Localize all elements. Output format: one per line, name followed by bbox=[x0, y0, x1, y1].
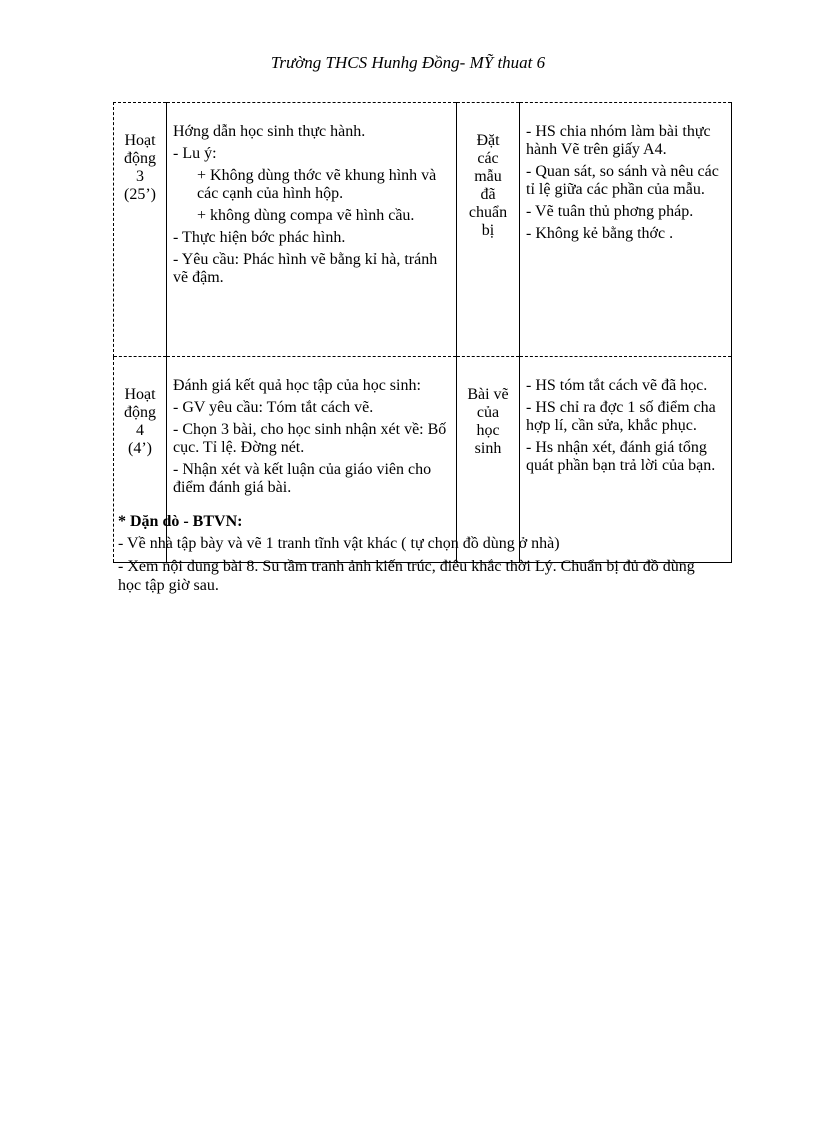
tools-label: sinh bbox=[474, 440, 502, 457]
content-line: + Không dùng thớc vẽ khung hình và các cạnh của hình hộp. bbox=[197, 167, 437, 202]
activity-label: 4 bbox=[136, 422, 144, 439]
tools-label: đã bbox=[480, 186, 496, 203]
content-line: - Yêu cầu: Phác hình vẽ bằng kỉ hà, tránh vẽ đậm. bbox=[173, 251, 438, 286]
tools-label: của bbox=[476, 404, 500, 421]
tools-label: bị bbox=[481, 222, 495, 239]
activity-label: động bbox=[124, 150, 156, 167]
activity-label: Hoạt bbox=[124, 386, 156, 403]
lesson-plan-table bbox=[113, 102, 732, 563]
student-line: - Quan sát, so sánh và nêu các tỉ lệ giữa các phần của mẫu. bbox=[526, 163, 719, 198]
activity-label: Hoạt bbox=[124, 132, 156, 149]
content-line: + không dùng compa vẽ hình cầu. bbox=[197, 207, 415, 224]
tools-label: chuẩn bbox=[468, 204, 508, 221]
activity-label: động bbox=[124, 404, 156, 421]
homework-item: - Về nhà tập bày và vẽ 1 tranh tĩnh vật khác ( tự chọn đồ dùng ở nhà) bbox=[118, 535, 560, 552]
content-line: - Thực hiện bớc phác hình. bbox=[173, 229, 346, 246]
content-line: Đánh giá kết quả học tập của học sinh: bbox=[173, 377, 421, 394]
tools-label: Đặt bbox=[476, 132, 500, 149]
page-header: Trường THCS Hunhg Đồng- MỸ thuat 6 bbox=[270, 53, 546, 72]
tools-label: mẫu bbox=[474, 168, 502, 185]
student-line: - HS tóm tắt cách vẽ đã học. bbox=[526, 377, 708, 394]
table-row bbox=[114, 103, 732, 357]
homework-section bbox=[118, 512, 718, 599]
tools-label: Bài vẽ bbox=[467, 386, 509, 403]
teacher-content-cell bbox=[167, 103, 457, 357]
homework-title: * Dặn dò - BTVN: bbox=[118, 513, 243, 530]
activity-label: 3 bbox=[136, 168, 144, 185]
homework-item: - Xem nội dung bài 8. Su tầm tranh ảnh kiến trúc, điêu khắc thời Lý. Chuẩn bị đủ đồ dùng học tập giờ sau. bbox=[118, 558, 695, 594]
student-line: - HS chỉ ra đợc 1 số điểm cha hợp lí, cần sửa, khắc phục. bbox=[526, 399, 716, 434]
content-line: Hớng dẫn học sinh thực hành. bbox=[173, 123, 366, 140]
content-line: - Lu ý: bbox=[173, 145, 217, 162]
student-line: - Vẽ tuân thủ phơng pháp. bbox=[526, 203, 694, 220]
tools-label: học bbox=[476, 422, 500, 439]
activity-label: (25’) bbox=[124, 186, 156, 203]
tools-label: các bbox=[477, 150, 499, 167]
activity-cell bbox=[114, 103, 167, 357]
content-line: - Chọn 3 bài, cho học sinh nhận xét về: Bố cục. Tỉ lệ. Đờng nét. bbox=[173, 421, 447, 456]
student-activity-cell bbox=[520, 103, 732, 357]
content-line: - GV yêu cầu: Tóm tắt cách vẽ. bbox=[173, 399, 374, 416]
tools-cell bbox=[457, 103, 520, 357]
student-line: - HS chia nhóm làm bài thực hành Vẽ trên giấy A4. bbox=[526, 123, 711, 158]
content-line: - Nhận xét và kết luận của giáo viên cho điểm đánh giá bài. bbox=[173, 461, 432, 496]
student-line: - Không kẻ bằng thớc . bbox=[526, 225, 674, 242]
student-line: - Hs nhận xét, đánh giá tổng quát phần bạn trả lời của bạn. bbox=[526, 439, 716, 474]
activity-label: (4’) bbox=[128, 440, 152, 457]
